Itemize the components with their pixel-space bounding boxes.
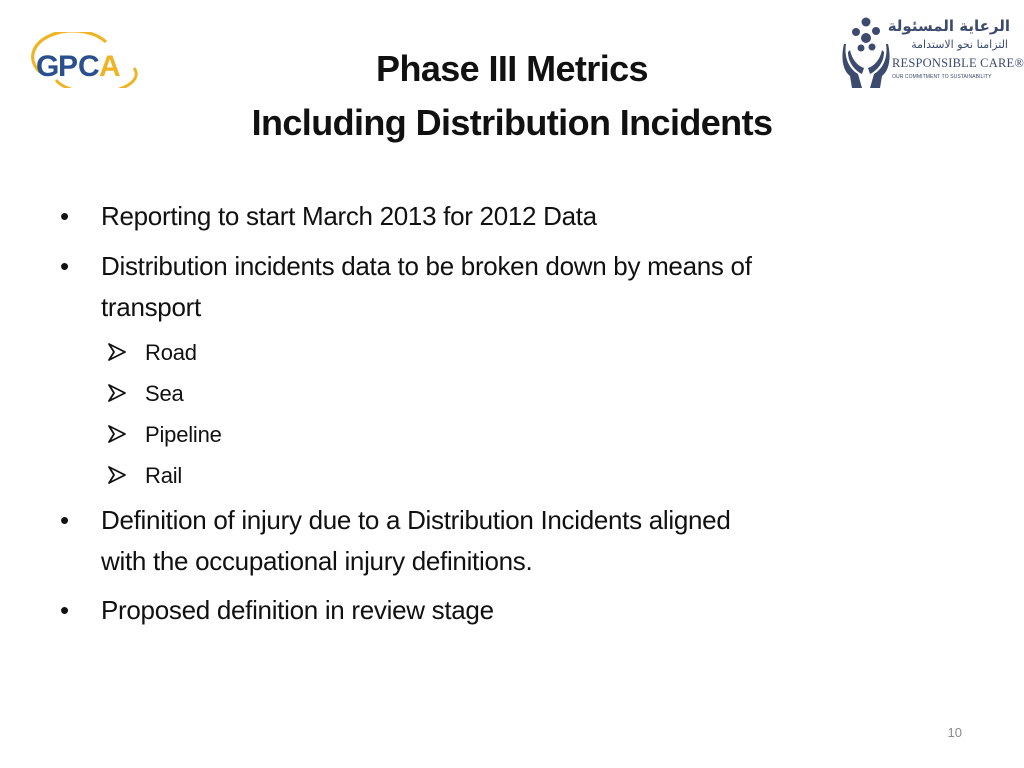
bullet-text: Definition of injury due to a Distribution Incidents aligned (101, 505, 731, 535)
svg-text:A: A (99, 50, 121, 83)
svg-text:C: C (78, 50, 100, 83)
bullet-item (60, 201, 940, 235)
rc-english-title: RESPONSIBLE CARE® (892, 56, 1024, 70)
svg-text:G: G (36, 50, 60, 83)
rc-tagline: OUR COMMITMENT TO SUSTAINABILITY (892, 74, 992, 80)
page-number: 10 (947, 725, 962, 740)
bullet-dot-icon: • (60, 201, 69, 231)
bullet-item (60, 505, 940, 581)
bullet-dot-icon: • (60, 595, 69, 625)
bullet-text-continued: transport (101, 292, 201, 322)
sub-bullet-label: Road (145, 340, 197, 365)
bullet-text-continued: with the occupational injury definitions. (101, 546, 533, 576)
slide-title-line-2: Including Distribution Incidents (251, 102, 773, 143)
bullet-dot-icon: • (60, 251, 69, 281)
slide-title-line-1: Phase III Metrics (376, 48, 648, 89)
sub-bullet-label: Pipeline (145, 422, 222, 447)
bullet-text: Distribution incidents data to be broken down by means of (101, 251, 752, 281)
arrow-bullet-icon (106, 465, 128, 485)
bullet-dot-icon: • (60, 505, 69, 535)
bullet-item (60, 595, 940, 629)
bullet-text: Reporting to start March 2013 for 2012 Data (101, 201, 597, 231)
rc-arabic-title: الرعاية المسئولة (887, 17, 1010, 35)
arrow-bullet-icon (106, 342, 128, 362)
sub-bullet-item (106, 422, 506, 450)
bullet-item (60, 251, 940, 327)
sub-bullet-label: Rail (145, 463, 183, 488)
sub-bullet-item (106, 463, 506, 491)
sub-bullet-item (106, 381, 506, 409)
sub-bullet-label: Sea (145, 381, 184, 406)
bullet-text: Proposed definition in review stage (101, 595, 494, 625)
sub-bullet-item (106, 340, 506, 368)
arrow-bullet-icon (106, 424, 128, 444)
arrow-bullet-icon (106, 383, 128, 403)
rc-arabic-subtitle: التزامنا نحو الاستدامة (911, 38, 1008, 51)
svg-text:P: P (58, 50, 79, 83)
